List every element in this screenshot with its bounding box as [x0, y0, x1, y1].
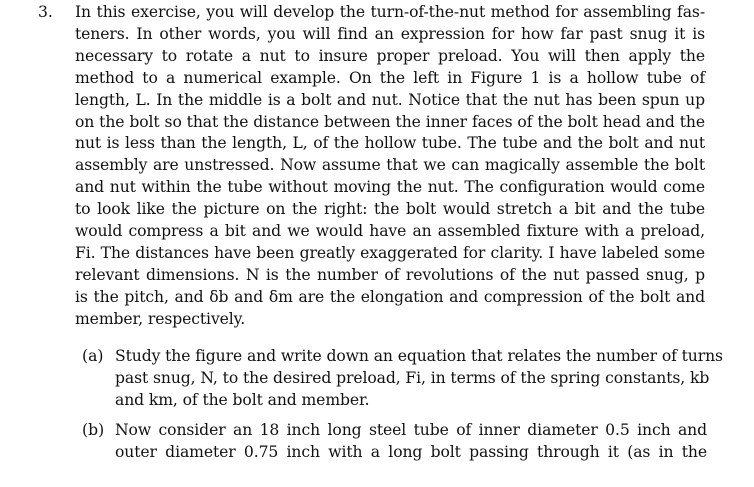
part-b — [82, 420, 712, 464]
text-line: and km, of the bolt and member. — [115, 390, 370, 409]
text-line: necessary to rotate a nut to insure proper preload. You will then apply the — [75, 46, 705, 65]
text-line: and nut within the tube without moving the nut. The configuration would come — [75, 178, 705, 197]
problem-number: 3. — [38, 3, 53, 21]
text-line: Now consider an 18 inch long steel tube of inner diameter 0.5 inch and — [115, 420, 707, 439]
text-line: Study the figure and write down an equation that relates the number of turns — [115, 347, 723, 365]
part-text — [115, 346, 723, 412]
problem-statement — [75, 2, 705, 331]
part-label: (b) — [82, 420, 105, 439]
text-line: to look like the picture on the right: the bolt would stretch a bit and the tube — [75, 200, 705, 219]
text-line: member, respectively. — [75, 309, 246, 328]
text-line: method to a numerical example. On the left in Figure 1 is a hollow tube of — [75, 68, 705, 87]
sub-questions — [82, 346, 723, 472]
text-line: In this exercise, you will develop the turn-of-the-nut method for assembling fas- — [75, 3, 705, 21]
part-text — [115, 420, 707, 464]
text-line: assembly are unstressed. Now assume that we can magically assemble the bolt — [75, 156, 705, 175]
part-a — [82, 346, 723, 412]
text-line: would compress a bit and we would have an assembled fixture with a preload, — [75, 222, 705, 241]
text-line: is the pitch, and δb and δm are the elongation and compression of the bolt and — [75, 287, 705, 306]
text-line: on the bolt so that the distance between the inner faces of the bolt head and the — [75, 112, 705, 131]
text-line: nut is less than the length, L, of the hollow tube. The tube and the bolt and nut — [75, 134, 705, 153]
text-line: Fi. The distances have been greatly exaggerated for clarity. I have labeled some — [75, 243, 705, 262]
part-label: (a) — [82, 347, 104, 365]
text-line: outer diameter 0.75 inch with a long bolt passing through it (as in the — [115, 442, 707, 461]
text-line: length, L. In the middle is a bolt and nut. Notice that the nut has been spun up — [75, 90, 705, 109]
text-line: teners. In other words, you will find an expression for how far past snug it is — [75, 24, 705, 43]
text-line: relevant dimensions. N is the number of revolutions of the nut passed snug, p — [75, 265, 705, 284]
text-line: past snug, N, to the desired preload, Fi, in terms of the spring constants, kb — [115, 368, 710, 387]
